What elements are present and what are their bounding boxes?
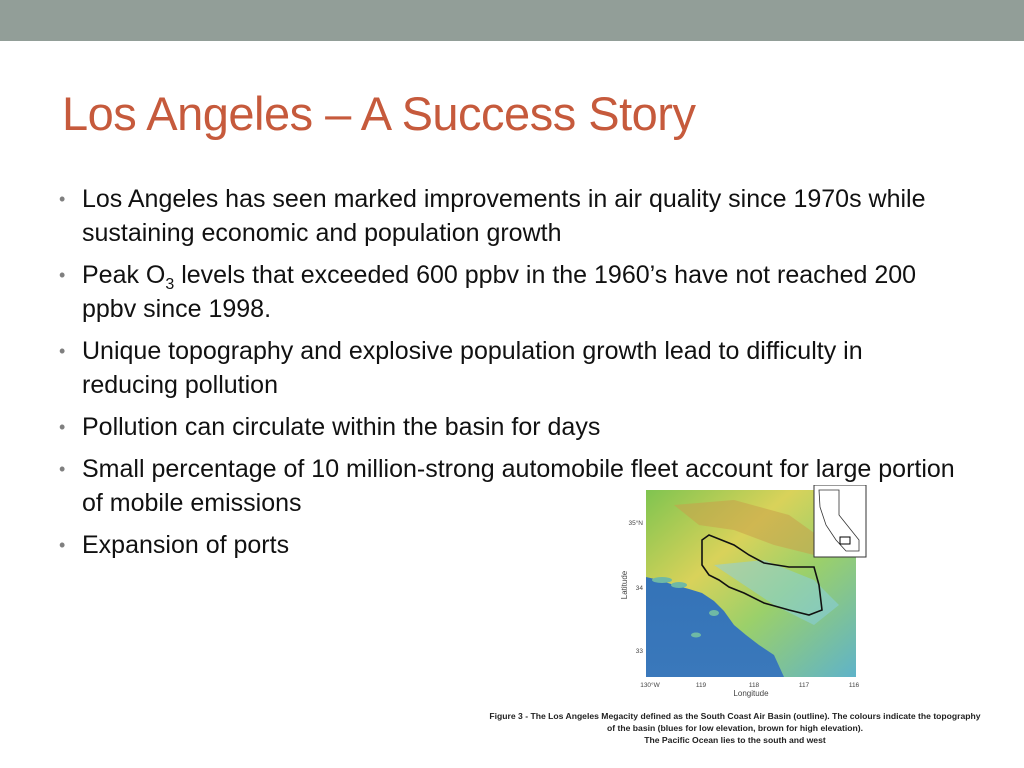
bullet-marker: • [59, 265, 66, 285]
figure-caption [440, 710, 1024, 746]
y-tick-label: 34 [635, 585, 643, 592]
inset-california-map [814, 485, 866, 557]
x-tick-label: 117 [798, 682, 810, 689]
ozone-subscript: 3 [165, 276, 175, 293]
island [671, 582, 687, 588]
bullet-marker: • [59, 535, 66, 555]
topography-map [614, 485, 874, 700]
bullet-item [57, 334, 957, 402]
bullet-text: Los Angeles has seen marked improvements in air quality since 1970s while sustaining economic and population growth [82, 185, 926, 247]
island [691, 633, 701, 638]
x-tick-label: 130°W [640, 682, 660, 689]
island [652, 577, 672, 583]
island [709, 610, 719, 616]
bullet-text: Pollution can circulate within the basin for days [82, 413, 601, 441]
bullet-marker: • [59, 189, 66, 209]
bullet-marker: • [59, 459, 66, 479]
bullet-marker: • [59, 417, 66, 437]
y-tick-label: 35°N [628, 520, 643, 527]
bullet-item [57, 182, 957, 250]
x-axis-label: Longitude [733, 689, 769, 698]
y-tick-label: 33 [635, 648, 643, 655]
bullet-text-post: levels that exceeded 600 ppbv in the 1960’s have not reached 200 ppbv since 1998. [82, 261, 917, 323]
x-tick-label: 119 [695, 682, 707, 689]
caption-line: The Pacific Ocean lies to the south and west [644, 735, 826, 745]
bullet-marker: • [59, 341, 66, 361]
bullet-item [57, 410, 957, 444]
x-tick-label: 116 [848, 682, 860, 689]
caption-line: of the basin (blues for low elevation, brown for high elevation). [607, 723, 863, 733]
bullet-text: Expansion of ports [82, 531, 290, 559]
x-tick-label: 118 [748, 682, 760, 689]
y-axis-label: Latitude [620, 570, 629, 600]
bullet-item [57, 258, 957, 326]
slide-title: Los Angeles – A Success Story [62, 87, 696, 140]
bullet-text-pre: Peak O [82, 261, 166, 289]
bullet-text: Small percentage of 10 million-strong automobile fleet account for large portion of mobile emissions [82, 455, 955, 517]
top-banner [0, 0, 1024, 41]
bullet-text [82, 261, 916, 323]
bullet-text: Unique topography and explosive population growth lead to difficulty in reducing pollution [82, 337, 863, 399]
caption-line: Figure 3 - The Los Angeles Megacity defined as the South Coast Air Basin (outline). The colours indicate the topography [489, 711, 981, 721]
